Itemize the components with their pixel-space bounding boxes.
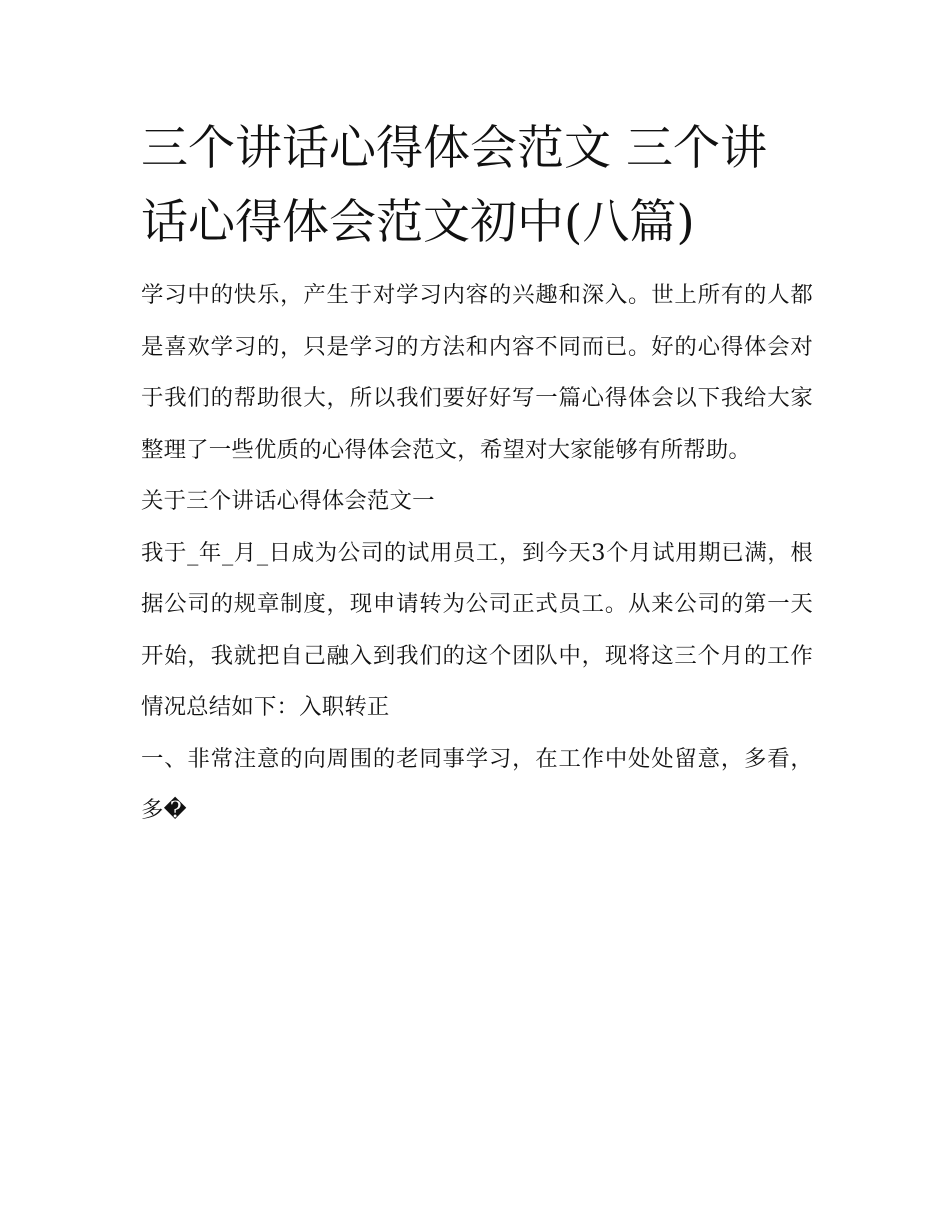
document-page [141,112,813,837]
body-paragraph: 我于_年_月_日成为公司的试用员工，到今天3个月试用期已满，根据公司的规章制度，现申请转为公司正式员工。从来公司的第一天开始，我就把自己融入到我们的这个团队中，现将这三个月的工作情况总结如下：入职转正 [141,539,813,720]
document-title: 三个讲话心得体会范文 三个讲话心得体会范文初中(八篇) [141,121,767,250]
intro-paragraph: 学习中的快乐，产生于对学习内容的兴趣和深入。世上所有的人都是喜欢学习的，只是学习的方法和内容不同而已。好的心得体会对于我们的帮助很大，所以我们要好好写一篇心得体会以下我给大家整理了一些优质的心得体会范文，希望对大家能够有所帮助。 [141,282,813,463]
section-heading: 关于三个讲话心得体会范文一 [141,488,435,514]
body-paragraph: 一、非常注意的向周围的老同事学习，在工作中处处留意，多看，多� [141,745,813,823]
